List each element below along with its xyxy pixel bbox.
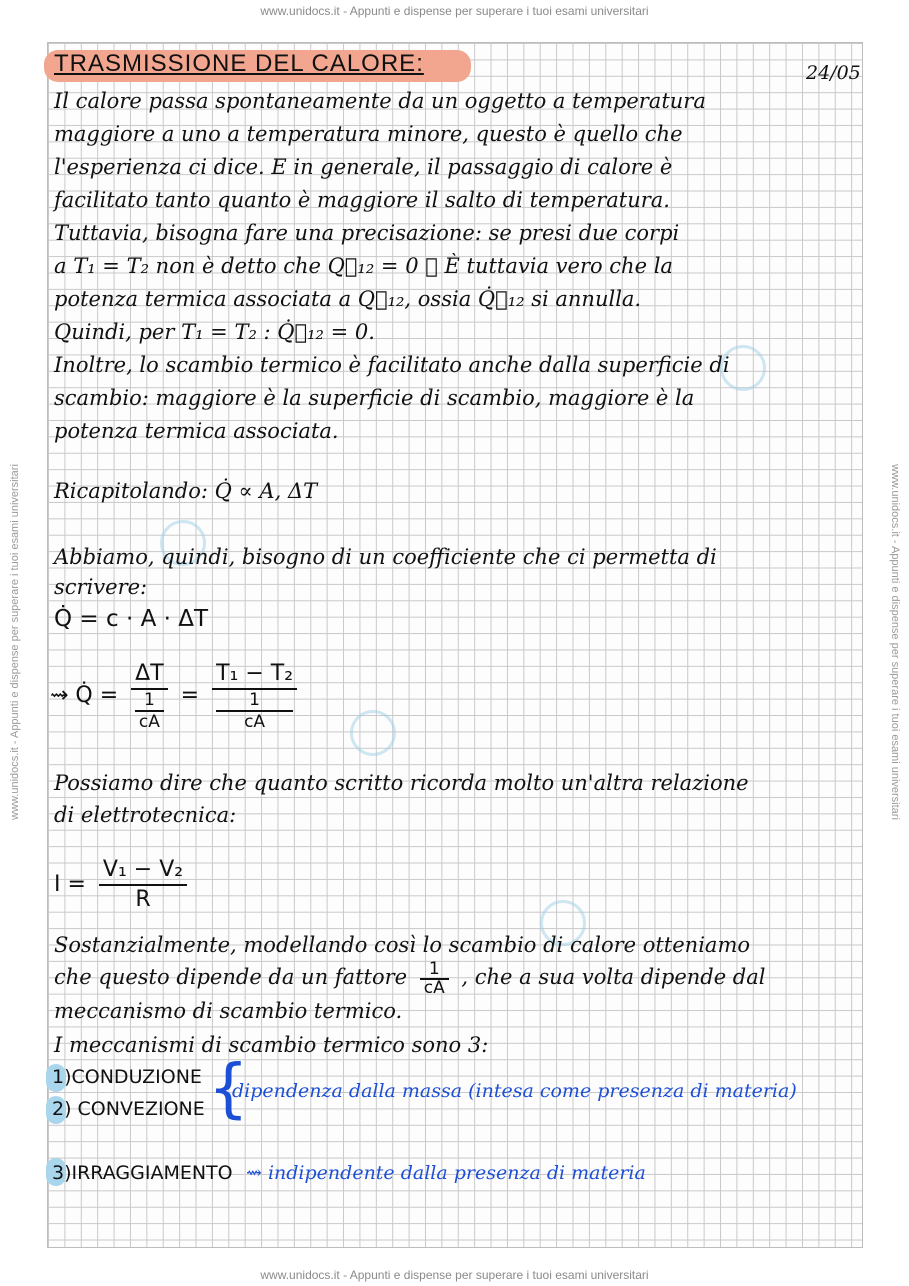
- text-line: Il calore passa spontaneamente da un oggetto a temperatura: [54, 89, 706, 113]
- radiation-note: ⇝ indipendente dalla presenza di materia: [246, 1162, 646, 1184]
- recap-line: Ricapitolando: Q̇ ∝ A, ΔT: [54, 479, 318, 503]
- text-line: Inoltre, lo scambio termico è facilitato anche dalla superficie di: [54, 353, 730, 377]
- fraction-delta-t: [131, 660, 168, 732]
- watermark-left: www.unidocs.it - Appunti e dispense per superare i tuoi esami universitari: [9, 464, 21, 820]
- eq-lhs: I =: [54, 872, 86, 897]
- text-fragment: che questo dipende da un fattore: [54, 965, 408, 989]
- eq-equals: =: [180, 683, 200, 708]
- text-line: scrivere:: [54, 575, 148, 599]
- watermark-bottom: www.unidocs.it - Appunti e dispense per superare i tuoi esami universitari: [260, 1268, 649, 1282]
- text-line: meccanismo di scambio termico.: [54, 999, 403, 1023]
- text-line: maggiore a uno a temperatura minore, questo è quello che: [54, 122, 683, 146]
- sub-fraction-top: 1: [216, 690, 293, 712]
- page-date: 24/05: [806, 62, 861, 84]
- fraction-temp-diff: [212, 660, 297, 732]
- watermark-top: www.unidocs.it - Appunti e dispense per superare i tuoi esami universitari: [260, 4, 649, 18]
- text-line: facilitato tanto quanto è maggiore il salto di temperatura.: [54, 188, 670, 212]
- text-line: Possiamo dire che quanto scritto ricorda molto un'altra relazione: [54, 771, 749, 795]
- mechanism-radiation: 3)IRRAGGIAMENTO: [52, 1162, 233, 1184]
- text-line: potenza termica associata a Q⃗₁₂, ossia Q̇⃗₁₂ si annulla.: [54, 287, 642, 311]
- sub-fraction-bottom: cA: [244, 712, 266, 732]
- sub-fraction-bottom: cA: [138, 712, 160, 732]
- curly-brace-icon: {: [208, 1052, 249, 1126]
- fraction-numerator: ΔT: [131, 660, 168, 690]
- text-line: potenza termica associata.: [54, 419, 339, 443]
- text-line: [54, 960, 766, 997]
- equation-ohm: [54, 856, 193, 914]
- fraction-denominator: [131, 690, 168, 732]
- page-title: TRASMISSIONE DEL CALORE:: [54, 50, 424, 77]
- text-line: I meccanismi di scambio termico sono 3:: [54, 1033, 489, 1057]
- watermark-right: www.unidocs.it - Appunti e dispense per superare i tuoi esami universitari: [889, 464, 901, 820]
- text-line: Abbiamo, quindi, bisogno di un coefficiente che ci permetta di: [54, 545, 717, 569]
- text-line: Sostanzialmente, modellando così lo scambio di calore otteniamo: [54, 933, 750, 957]
- fraction-denominator: R: [135, 887, 151, 912]
- fraction-denominator: cA: [423, 977, 445, 998]
- text-line: scambio: maggiore è la superficie di scambio, maggiore è la: [54, 386, 695, 410]
- text-line: Tuttavia, bisogna fare una precisazione: se presi due corpi: [54, 221, 680, 245]
- fraction-denominator: [212, 690, 297, 732]
- fraction-voltage: [99, 856, 187, 914]
- fraction-numerator: V₁ − V₂: [99, 856, 187, 886]
- mechanism-conduction: 1)CONDUZIONE: [52, 1066, 202, 1088]
- text-line: l'esperienza ci dice. E in generale, il passaggio di calore è: [54, 155, 673, 179]
- eq-prefix: ⇝ Q̇ =: [50, 683, 119, 708]
- equation-resistance-form: [50, 660, 303, 732]
- sub-fraction-top: 1: [135, 690, 164, 712]
- fraction-numerator: T₁ − T₂: [212, 660, 297, 690]
- text-line: di elettrotecnica:: [54, 803, 237, 827]
- watermark-logo-icon: [350, 710, 396, 756]
- text-line: Quindi, per T₁ = T₂ : Q̇⃗₁₂ = 0.: [54, 320, 375, 344]
- text-fragment: , che a sua volta dipende dal: [461, 965, 766, 989]
- equation-heat-rate: Q̇ = c · A · ΔT: [54, 606, 209, 632]
- fraction-factor: [420, 958, 449, 998]
- fraction-numerator: 1: [420, 961, 449, 980]
- mechanism-convection: 2) CONVEZIONE: [52, 1098, 205, 1120]
- mass-dependence-note: dipendenza dalla massa (intesa come presenza di materia): [232, 1080, 797, 1102]
- text-line: a T₁ = T₂ non è detto che Q⃗₁₂ = 0 ❢ È tuttavia vero che la: [54, 254, 673, 278]
